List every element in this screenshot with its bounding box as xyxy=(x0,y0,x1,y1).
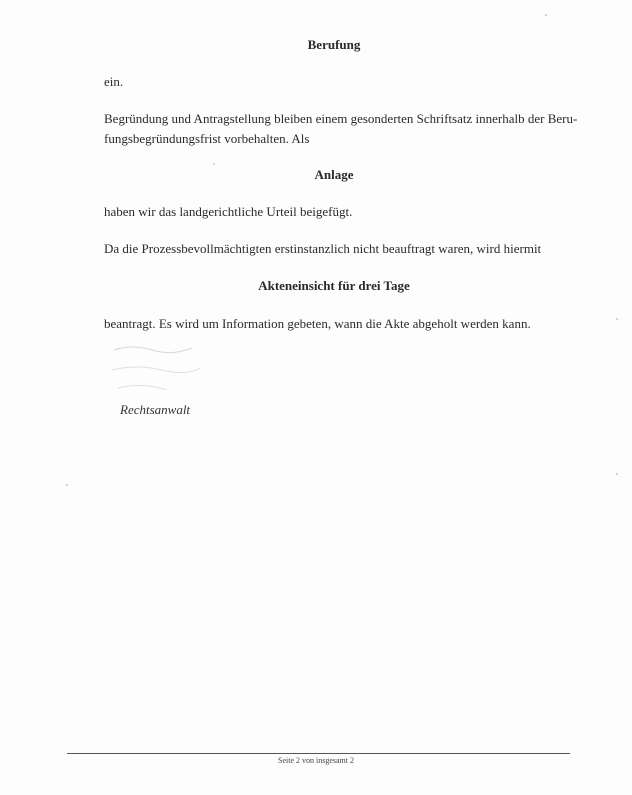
scan-speck xyxy=(616,318,618,320)
heading-anlage: Anlage xyxy=(314,167,354,182)
scan-speck xyxy=(66,484,68,486)
heading-berufung: Berufung xyxy=(307,37,361,52)
text-line-anlage: haben wir das landgerichtliche Urteil beigefügt. xyxy=(104,204,353,219)
faint-scribble xyxy=(112,340,202,400)
page-number: Seite 2 von insgesamt 2 xyxy=(278,756,354,765)
text-line-beantragt: beantragt. Es wird um Information gebeten, wann die Akte abgeholt werden kann. xyxy=(104,316,531,331)
scan-speck xyxy=(213,163,215,165)
footer-rule xyxy=(67,753,570,754)
paragraph-line-1: Begründung und Antragstellung bleiben einem gesonderten Schriftsatz innerhalb der Beru- xyxy=(104,111,578,126)
scan-speck xyxy=(545,14,547,16)
text-line-prozess: Da die Prozessbevollmächtigten erstinstanzlich nicht beauftragt waren, wird hiermit xyxy=(104,241,542,256)
signature-rechtsanwalt: Rechtsanwalt xyxy=(120,402,191,417)
paragraph-line-2: fungsbegründungsfrist vorbehalten. Als xyxy=(104,131,310,146)
scan-speck xyxy=(616,473,618,475)
text-line-ein: ein. xyxy=(104,74,124,89)
heading-akteneinsicht: Akteneinsicht für drei Tage xyxy=(258,278,410,293)
